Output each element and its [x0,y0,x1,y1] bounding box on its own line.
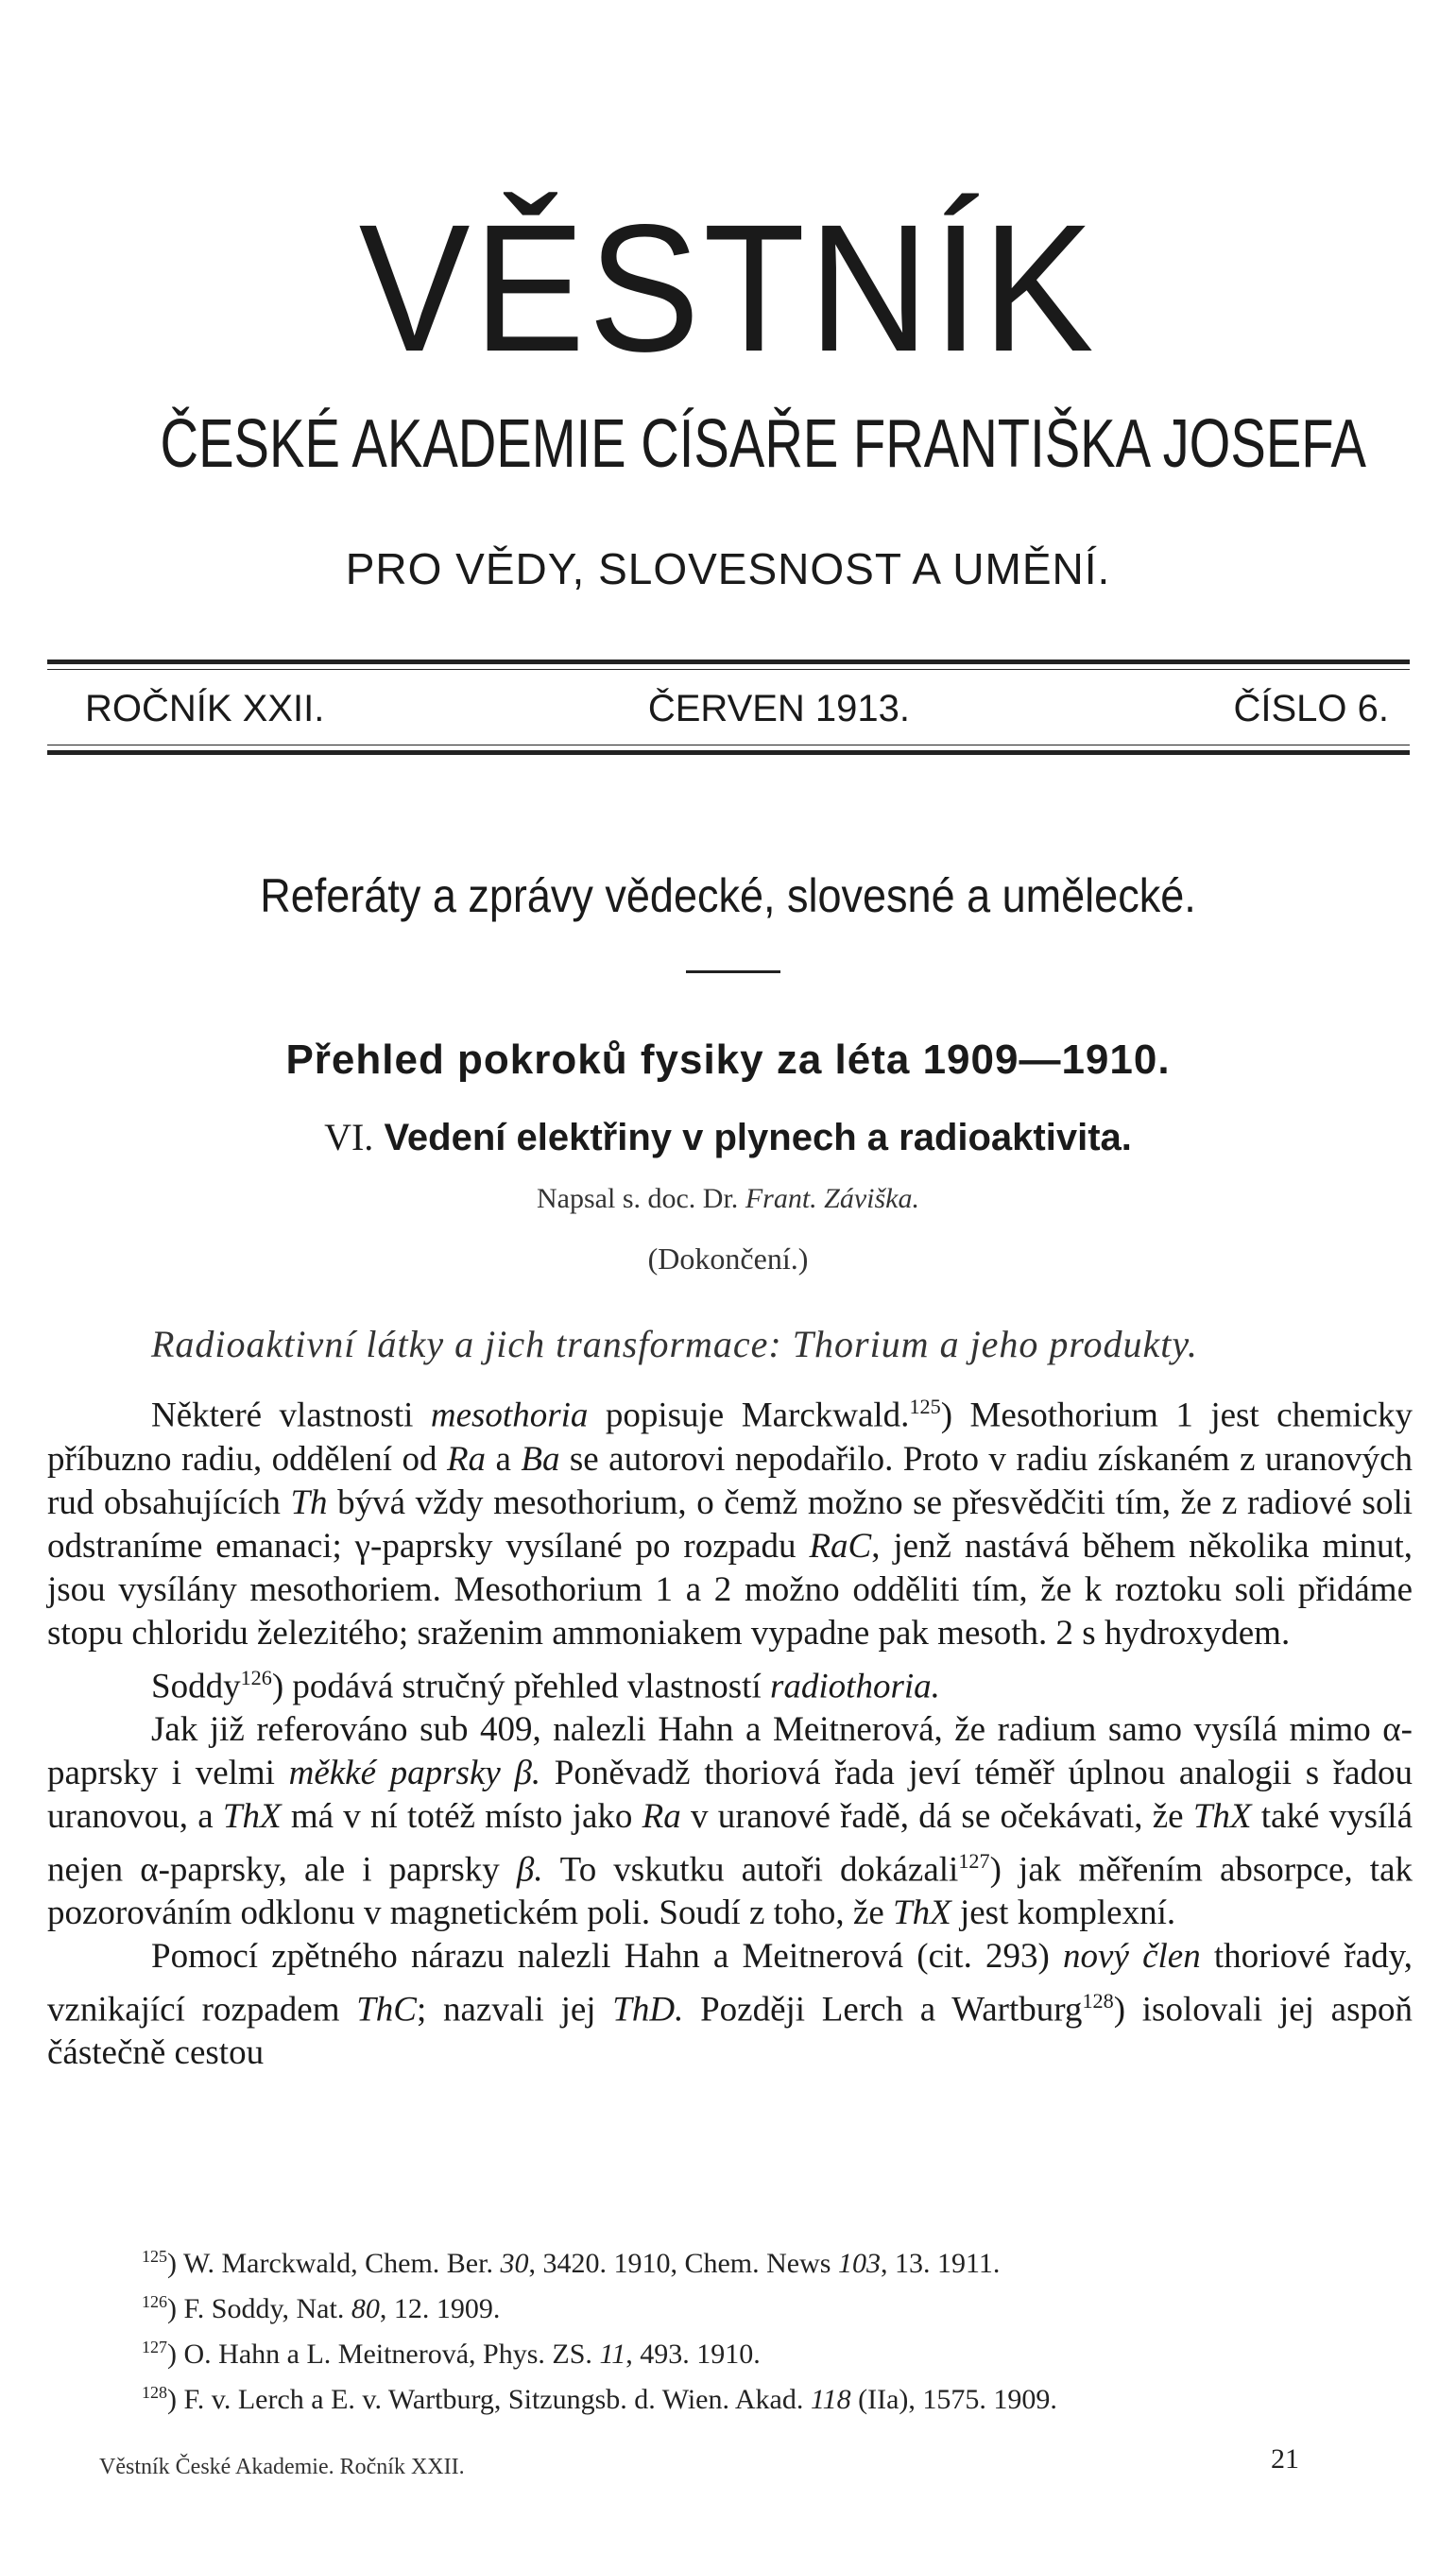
bottom-double-rule-2 [47,750,1410,755]
issue-date: ČERVEN 1913. [647,687,911,729]
top-double-rule-1 [47,660,1410,664]
masthead-title: VĚSTNÍK [358,186,1098,389]
page-number: 21 [1271,2443,1299,2475]
section-divider [686,970,780,973]
subsection-heading: Radioaktivní látky a jich transformace: Thorium a jeho produkty. [151,1323,1198,1365]
footnote-ref: 127 [958,1848,990,1873]
footnote: $^{127}$) O. Hahn a L. Meitnerová, Phys. ZS. 11, 493. 1910. [142,2338,761,2370]
paragraph: Jak již referováno sub 409, nalezli Hahn a Meitnerová, že radium samo vysílá mimo α-paprsky i velmi měkké paprsky β. Poněvadž thoriová řada jeví téměř úplnou analogii s řadou uranovou, a ThX má v ní totéž místo jako Ra v uranové řadě, dá se očekávati, že ThX také vysílá nejen α-paprsky, ale i paprsky β. To vskutku autoři dokázali$^{127}$) jak měřením absorpce, tak pozorováním odklonu v magnetickém poli. Soudí z toho, že ThX jest komplexní. [47,1710,1413,1933]
masthead-subtitle: ČESKÉ AKADEMIE CÍSAŘE FRANTIŠKA JOSEFA [160,406,1366,482]
continuation-note: (Dokončení.) [647,1242,809,1276]
footnote-ref: 125 [909,1395,941,1418]
paragraph: Pomocí zpětného nárazu nalezli Hahn a Meitnerová (cit. 293) nový člen thoriové řady, vznikající rozpadem ThC; nazvali jej ThD. Později Lerch a Wartburg$^{128}$) isolovali jej aspoň částečně cestou [47,1937,1413,2073]
masthead-subtitle-2: PRO VĚDY, SLOVESNOST A UMĚNÍ. [345,544,1111,593]
paragraph: Některé vlastnosti mesothoria popisuje Marckwald.$^{125}$) Mesothorium 1 jest chemicky příbuzno radiu, oddělení od Ra a Ba se autorovi nepodařilo. Proto v radiu získaném z uranových rud obsahujících Th bývá vždy mesothorium, o čemž možno se přesvědčiti tím, že z radiové soli odstraníme emanaci; γ-paprsky vysílané po rozpadu RaC, jenž nastává během několika minut, jsou vysílány mesothoriem. Mesothorium 1 a 2 možno odděliti tím, že k roztoku soli přidáme stopu chloridu železitého; sraženim ammoniakem vypadne pak mesoth. 2 s hydroxydem. [47,1395,1413,1653]
footnote-ref: 126 [240,1665,272,1689]
footnote: $^{128}$) F. v. Lerch a E. v. Wartburg, Sitzungsb. d. Wien. Akad. 118 (IIa), 1575. 1909. [142,2383,1057,2415]
footnote: $^{126}$) F. Soddy, Nat. 80, 12. 1909. [142,2292,501,2324]
article-title: Přehled pokroků fysiky za léta 1909—1910. [285,1037,1171,1083]
footnote-ref: 128 [1082,1988,1114,2013]
section-heading: Referáty a zprávy vědecké, slovesné a umělecké. [260,869,1196,922]
paragraph: Soddy$^{126}$) podává stručný přehled vlastností radiothoria. [151,1665,940,1705]
article-body [47,1385,1413,2075]
footnotes [47,2237,1413,2419]
issue-volume: ROČNÍK XXII. [85,687,325,729]
top-double-rule-2 [47,669,1410,670]
part-number: VI. [324,1116,374,1158]
author-name: Frant. Záviška. [745,1183,919,1214]
issue-number: ČÍSLO 6. [1233,687,1389,729]
footer-journal-name: Věstník České Akademie. Ročník XXII. [99,2455,465,2479]
author-line [0,1181,1456,1217]
author-prefix: Napsal s. doc. Dr. [537,1183,739,1214]
part-title: Vedení elektřiny v plynech a radioaktivita. [384,1117,1132,1158]
footnote: $^{125}$) W. Marckwald, Chem. Ber. 30, 3420. 1910, Chem. News 103, 13. 1911. [142,2247,1001,2279]
issue-info-row [85,682,1389,735]
article-part-heading [0,1115,1456,1160]
